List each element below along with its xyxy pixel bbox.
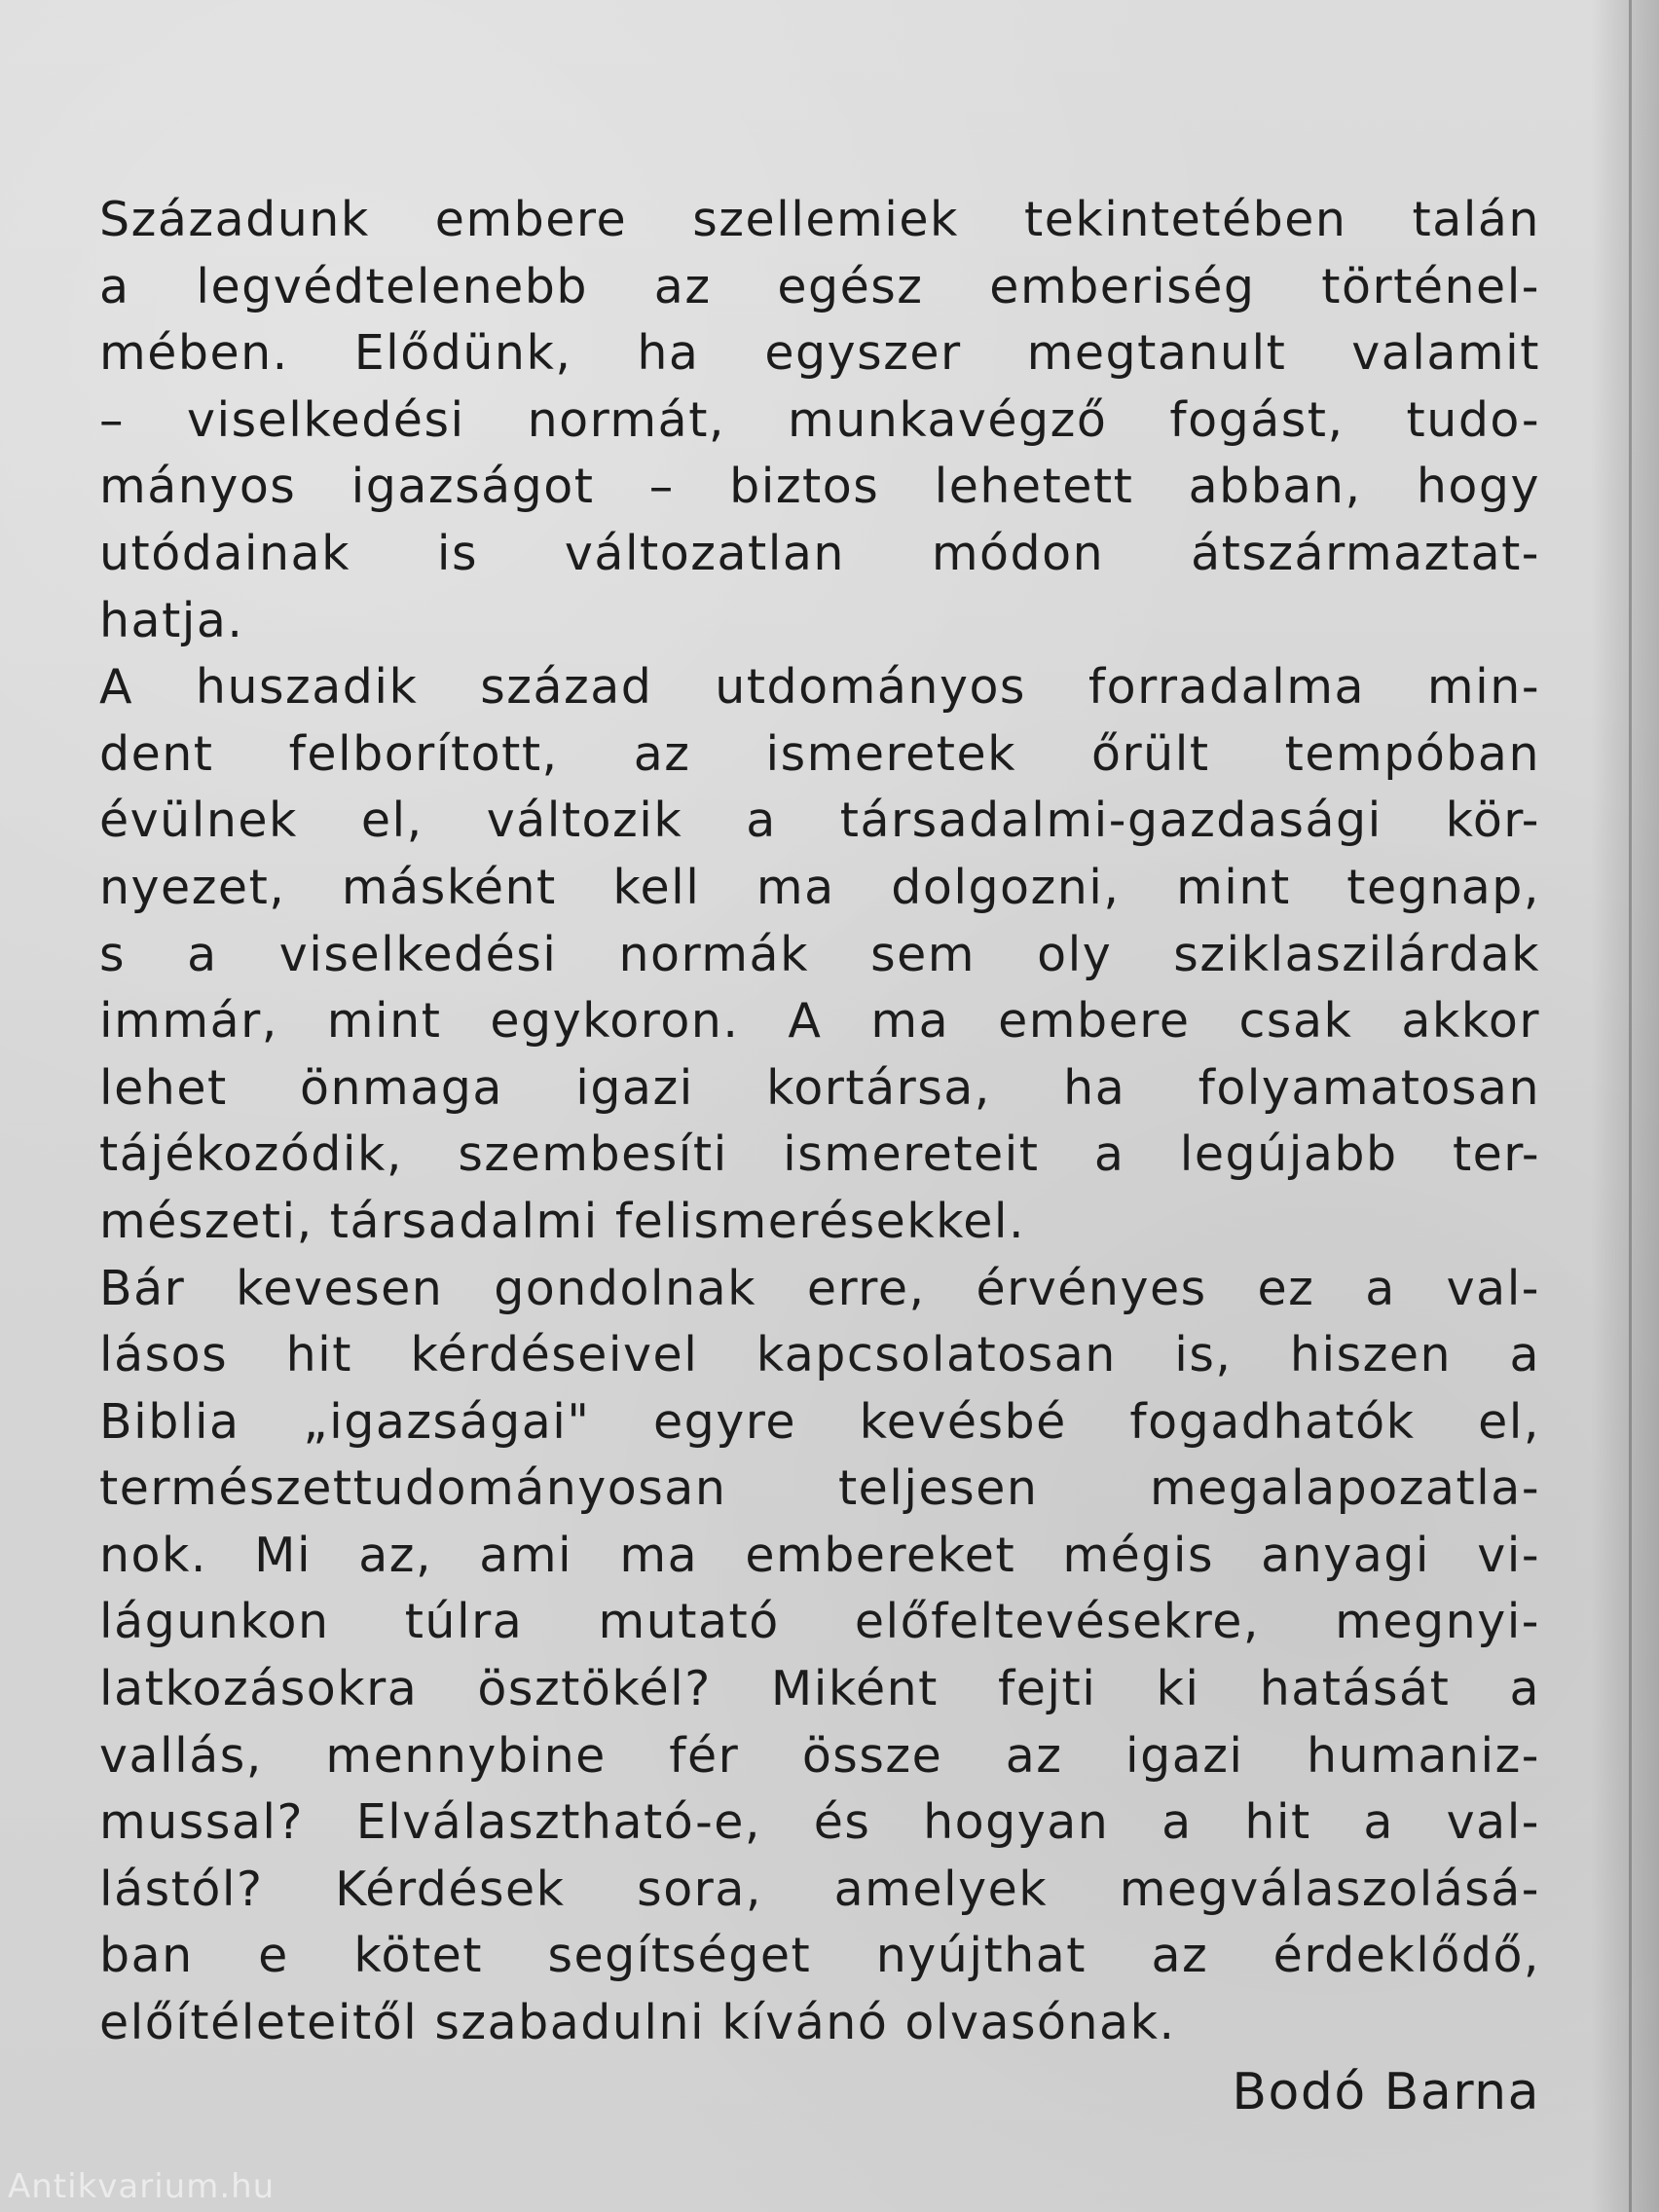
text-line: mányos igazságot – biztos lehetett abban, hogy (99, 459, 1540, 515)
text-line: évülnek el, változik a társadalmi-gazdasági kör- (99, 793, 1540, 849)
text-line: dent felborított, az ismeretek őrült tempóban (99, 725, 1540, 782)
text-line: mussal? Elválasztható-e, és hogyan a hit a val- (99, 1794, 1540, 1851)
text-line: Századunk embere szellemiek tekintetében talán (99, 192, 1540, 247)
text-line: lásos hit kérdéseivel kapcsolatosan is, hiszen a (99, 1327, 1540, 1383)
text-line: – viselkedési normát, munkavégző fogást, tudo- (99, 391, 1540, 448)
text-line: tájékozódik, szembesíti ismereteit a legújabb ter- (99, 1126, 1540, 1183)
text-line: lástól? Kérdések sora, amelyek megválaszolásá- (99, 1861, 1540, 1917)
text-line: utódainak is változatlan módon átszármaztat- (99, 525, 1540, 581)
text-line: ban e kötet segítséget nyújthat az érdeklődő, (99, 1928, 1540, 1984)
text-line: mészeti, társadalmi felismerésekkel. (99, 1193, 1026, 1249)
page-edge-shadow (1591, 0, 1659, 2212)
text-line: a legvédtelenebb az egész emberiség történel- (99, 258, 1540, 314)
text-line: Bár kevesen gondolnak erre, érvényes ez a val- (99, 1260, 1540, 1316)
text-line: természettudományosan teljesen megalapozatla- (99, 1460, 1540, 1517)
text-line: Biblia „igazságai" egyre kevésbé fogadhatók el, (99, 1393, 1540, 1450)
text-line: hatja. (99, 592, 244, 648)
body-text (99, 187, 1540, 2057)
text-line: mében. Elődünk, ha egyszer megtanult valamit (99, 325, 1540, 382)
watermark: Antikvarium.hu (8, 2167, 276, 2206)
text-line: A huszadik század utdományos forradalma min- (99, 659, 1540, 716)
text-line: lágunkon túlra mutató előfeltevésekre, megnyi- (99, 1594, 1540, 1650)
text-line: vallás, mennybine fér össze az igazi humaniz- (99, 1727, 1540, 1784)
text-line: előítéleteitől szabadulni kívánó olvasónak. (99, 1995, 1176, 2051)
text-line: nyezet, másként kell ma dolgozni, mint tegnap, (99, 859, 1540, 915)
text-line: latkozásokra ösztökél? Miként fejti ki hatását a (99, 1661, 1540, 1717)
text-line: lehet önmaga igazi kortársa, ha folyamatosan (99, 1059, 1540, 1116)
text-line: immár, mint egykoron. A ma embere csak akkor (99, 993, 1540, 1050)
text-line: nok. Mi az, ami ma embereket mégis anyagi vi- (99, 1527, 1540, 1583)
page-edge-line (1629, 0, 1632, 2212)
text-line: s a viselkedési normák sem oly sziklaszilárdak (99, 926, 1540, 982)
author-signature: Bodó Barna (1232, 2063, 1540, 2121)
